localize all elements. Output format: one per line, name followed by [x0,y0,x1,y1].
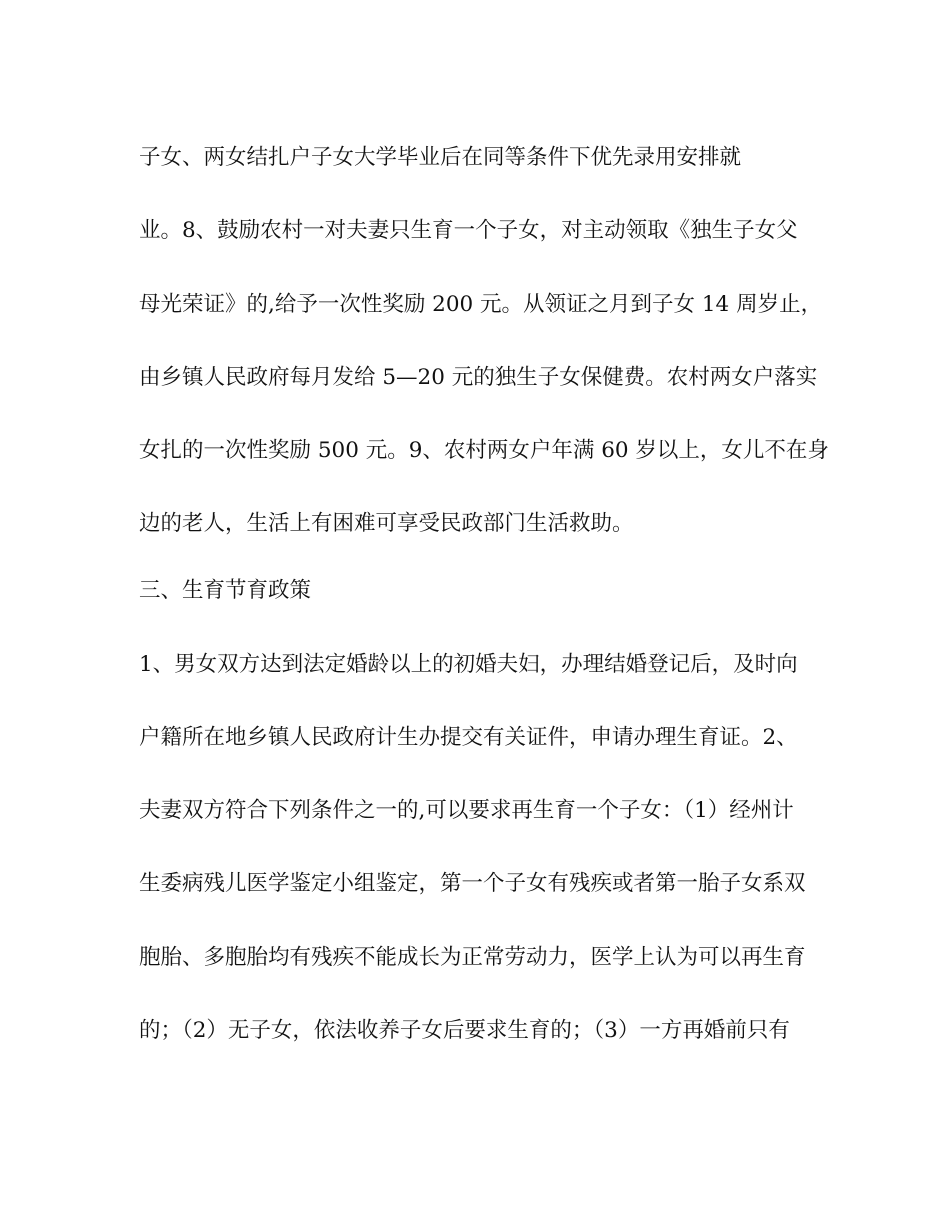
text-line: 业。8、鼓励农村一对夫妻只生育一个子女，对主动领取《独生子女父 [139,218,798,243]
text-line: 户籍所在地乡镇人民政府计生办提交有关证件，申请办理生育证。2、 [139,725,798,750]
text-line: 生委病残儿医学鉴定小组鉴定，第一个子女有残疾或者第一胎子女系双 [139,871,806,896]
text-line: 的；（2）无子女，依法收养子女后要求生育的；（3）一方再婚前只有 [139,1018,790,1043]
section-heading: 三、生育节育政策 [139,578,312,603]
text-line: 子女、两女结扎户子女大学毕业后在同等条件下优先录用安排就 [139,145,742,170]
text-line: 1、男女双方达到法定婚龄以上的初婚夫妇，办理结婚登记后，及时向 [139,652,798,677]
text-line: 夫妻双方符合下列条件之一的,可以要求再生育一个子女：（1）经州计 [139,798,794,823]
text-line: 由乡镇人民政府每月发给 5—20 元的独生子女保健费。农村两女户落实 [139,365,818,390]
text-line: 女扎的一次性奖励 500 元。9、农村两女户年满 60 岁以上，女儿不在身 [139,438,829,463]
text-line: 母光荣证》的,给予一次性奖励 200 元。从领证之月到子女 14 周岁止， [139,292,823,317]
text-line: 边的老人，生活上有困难可享受民政部门生活救助。 [139,511,634,536]
text-line: 胞胎、多胞胎均有残疾不能成长为正常劳动力，医学上认为可以再生育 [139,945,806,970]
